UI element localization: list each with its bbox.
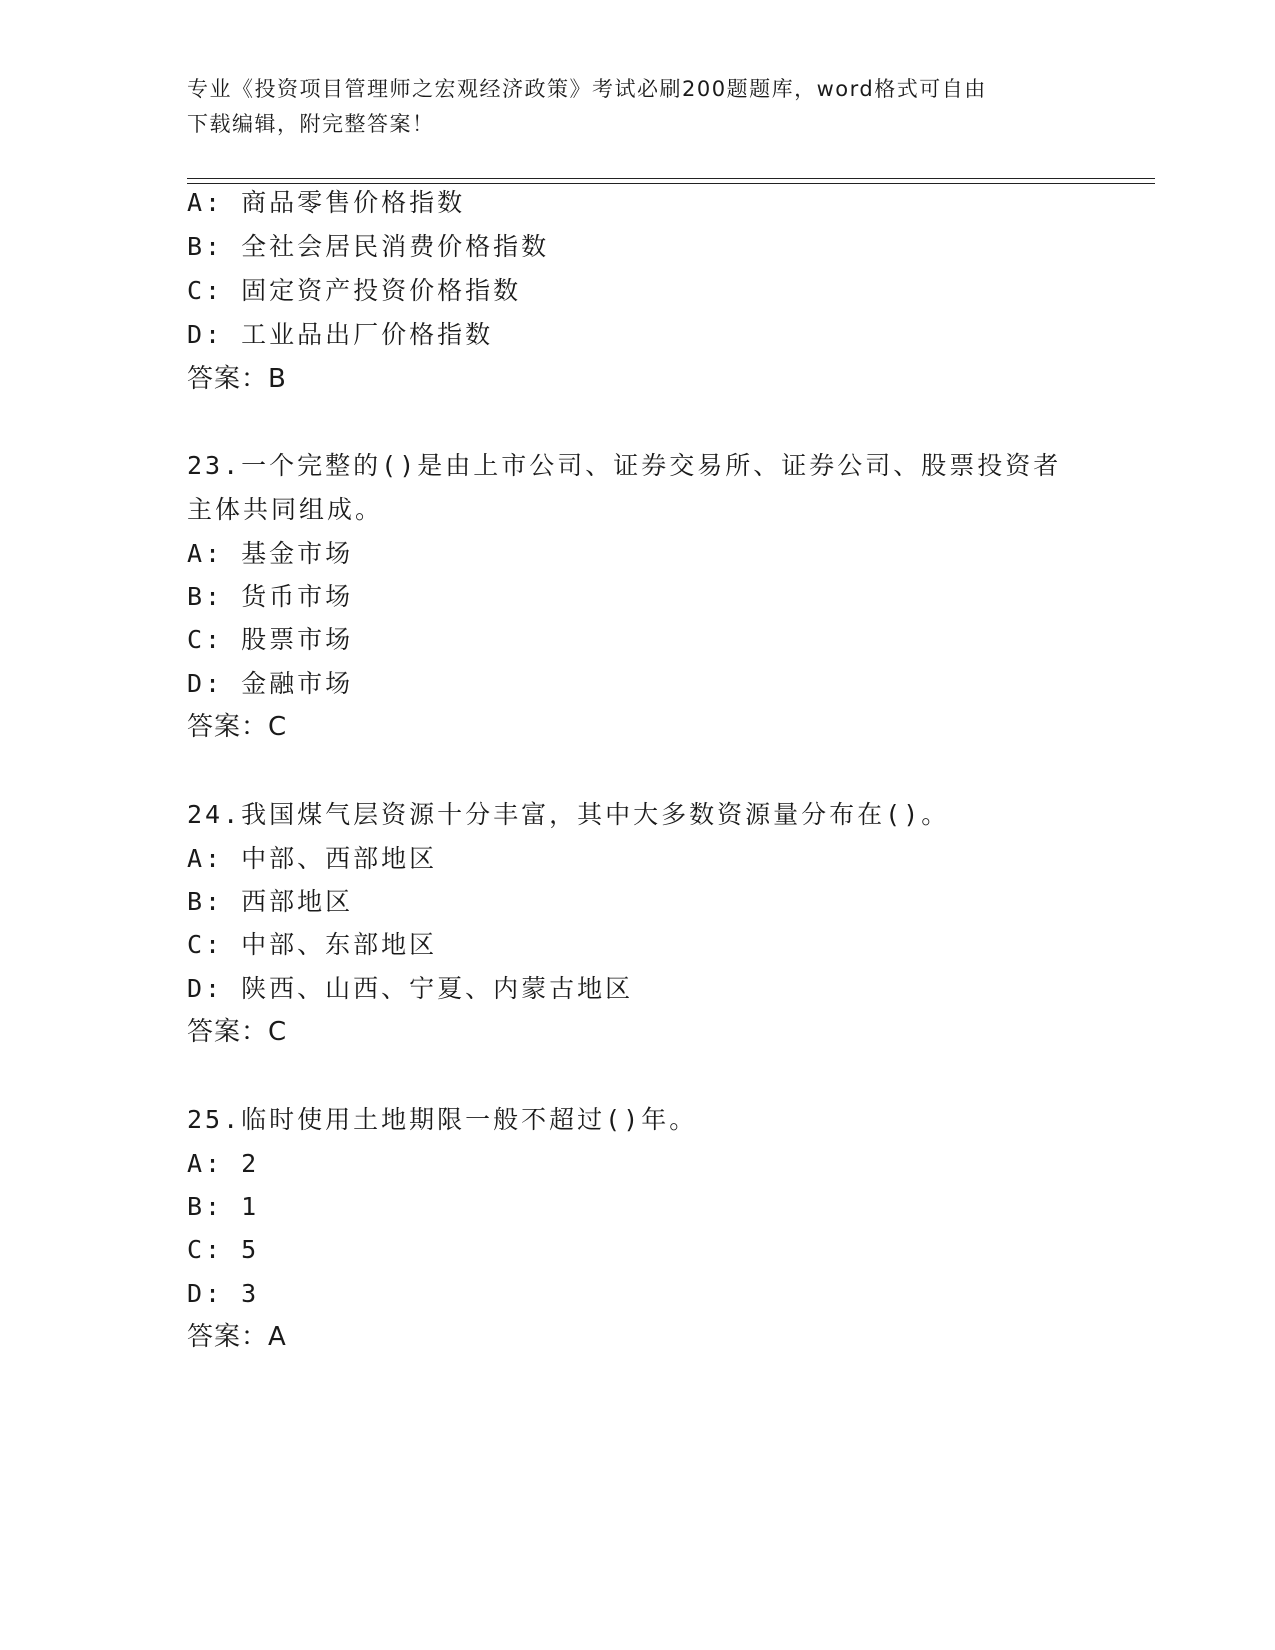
q22-option-b: B: 全社会居民消费价格指数: [187, 232, 550, 261]
q22-option-c: C: 固定资产投资价格指数: [187, 276, 522, 305]
header-divider-top: [187, 178, 1155, 179]
q23-option-c: C: 股票市场: [187, 625, 354, 654]
q25-option-a: A: 2: [187, 1149, 260, 1178]
header-divider-bottom: [187, 183, 1155, 184]
q22-option-d: D: 工业品出厂价格指数: [187, 320, 494, 349]
q24-option-b: B: 西部地区: [187, 887, 354, 916]
q23-stem-line-2: 主体共同组成。: [187, 495, 384, 524]
q24-option-c: C: 中部、东部地区: [187, 930, 438, 959]
header-line-1: 专业《投资项目管理师之宏观经济政策》考试必刷200题题库，word格式可自由: [187, 77, 987, 101]
q23-option-a: A: 基金市场: [187, 539, 354, 568]
q22-answer: 答案：B: [187, 364, 287, 394]
q24-stem-line-1: 24.我国煤气层资源十分丰富，其中大多数资源量分布在()。: [187, 800, 950, 829]
q23-stem-line-1: 23.一个完整的()是由上市公司、证券交易所、证券公司、股票投资者: [187, 451, 1062, 480]
header-line-2: 下载编辑，附完整答案！: [187, 112, 435, 136]
q23-option-d: D: 金融市场: [187, 669, 354, 698]
q24-answer: 答案：C: [187, 1017, 288, 1047]
q25-option-b: B: 1: [187, 1192, 260, 1221]
q23-option-b: B: 货币市场: [187, 582, 354, 611]
document-header: [187, 72, 1087, 142]
q22-option-a: A: 商品零售价格指数: [187, 188, 466, 217]
q25-option-d: D: 3: [187, 1279, 260, 1308]
q25-answer: 答案：A: [187, 1322, 287, 1352]
q23-answer: 答案：C: [187, 712, 288, 742]
q24-option-a: A: 中部、西部地区: [187, 844, 438, 873]
q25-option-c: C: 5: [187, 1235, 260, 1264]
q25-stem-line-1: 25.临时使用土地期限一般不超过()年。: [187, 1105, 698, 1134]
q24-option-d: D: 陕西、山西、宁夏、内蒙古地区: [187, 974, 634, 1003]
